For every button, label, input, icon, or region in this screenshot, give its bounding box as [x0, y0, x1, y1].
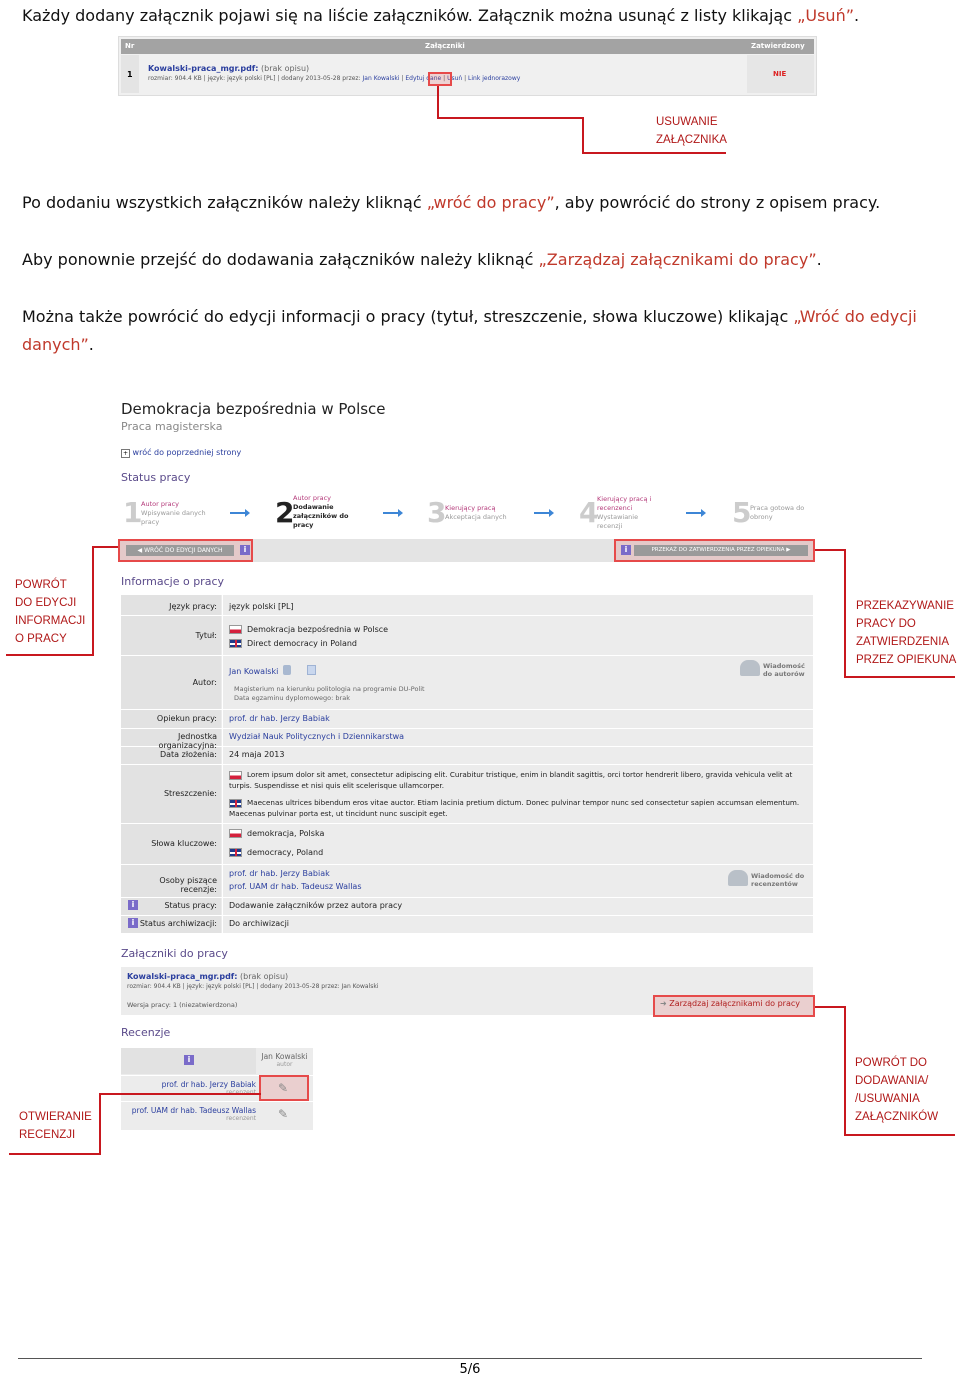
reviewer-2-name[interactable]: prof. UAM dr hab. Tadeusz Wallas — [131, 1106, 256, 1115]
callout-back-edit: POWRÓT DO EDYCJI INFORMACJI O PRACY — [15, 579, 86, 645]
manage-attachments-mention: „Zarządzaj załącznikami do pracy” — [538, 250, 817, 269]
delete-link-mention: „Usuń” — [797, 6, 854, 25]
edit-data-link[interactable]: Edytuj dane — [405, 75, 442, 82]
document-icon[interactable] — [307, 665, 316, 675]
step-1-text: Autor pracy Wpisywanie danych pracy — [141, 500, 206, 526]
attachment-file-link[interactable]: Kowalski-praca_mgr.pdf: — [127, 972, 238, 981]
date-label: Data złożenia: — [159, 750, 217, 759]
supervisor-label: Opiekun pracy: — [156, 714, 217, 723]
archive-label: Status archiwizacji: — [139, 919, 217, 928]
step-3-number: 3 — [427, 496, 447, 529]
thesis-title: Demokracja bezpośrednia w Polsce — [121, 400, 386, 418]
page-number: 5/6 — [459, 1362, 481, 1377]
attachments-table — [118, 36, 817, 96]
lang-value: język polski [PL] — [229, 602, 294, 611]
delete-link[interactable]: Usuń — [447, 75, 463, 82]
step-4-number: 4 — [579, 496, 599, 529]
info-icon[interactable]: i — [621, 545, 631, 555]
step-5-number: 5 — [732, 496, 752, 529]
approved-value: NIE — [773, 70, 787, 78]
callout-open-review: OTWIERANIE RECENZJI — [19, 1111, 92, 1141]
callout-forward: PRZEKAZYWANIE PRACY DO ZATWIERDZENIA PRZEZ OPIEKUNA — [856, 600, 957, 666]
col-attachments: Załączniki — [425, 42, 465, 50]
reviewer-row-2: prof. UAM dr hab. Tadeusz Wallas recenzent — [121, 1106, 256, 1122]
meta-author-link[interactable]: Jan Kowalski — [362, 75, 400, 82]
info-title: Informacje o pracy — [121, 575, 225, 588]
attachment-row: Kowalski-praca_mgr.pdf: (brak opisu) — [127, 972, 289, 981]
col-nr: Nr — [125, 42, 135, 50]
attachments-title: Załączniki do pracy — [121, 947, 228, 960]
intro-paragraph — [22, 2, 938, 30]
author-label: Autor: — [192, 678, 217, 687]
reviewers-label: Osoby piszące recenzje: — [159, 876, 217, 894]
review-edit-icon[interactable]: ✎ — [278, 1107, 289, 1121]
step-4-text: Kierujący pracą i recenzenci Wystawianie recenzji — [597, 495, 652, 530]
callout-back-attachments: POWRÓT DO DODAWANIA/ /USUWANIA ZAŁĄCZNIKÓW — [855, 1057, 939, 1123]
title-label: Tytuł: — [195, 631, 217, 640]
review-edit-icon[interactable]: ✎ — [278, 1081, 289, 1095]
back-to-edit-button[interactable]: ◀ WRÓĆ DO EDYCJI DANYCH — [126, 545, 234, 556]
keywords-pl: demokracja, Polska — [229, 829, 324, 838]
row-number: 1 — [127, 70, 133, 79]
polish-flag-icon — [229, 771, 242, 780]
english-flag-icon — [229, 799, 242, 808]
supervisor-link[interactable]: prof. dr hab. Jerzy Babiak — [229, 714, 330, 723]
archive-value: Do archiwizacji — [229, 919, 290, 928]
message-reviewers[interactable]: Wiadomość do recenzentów — [751, 872, 805, 888]
lang-label: Język pracy: — [169, 602, 217, 611]
back-icon: + — [122, 450, 129, 457]
message-authors[interactable]: Wiadomość do autorów — [763, 662, 805, 678]
manage-attachments-button[interactable]: ➜ Zarządzaj załącznikami do pracy — [660, 999, 801, 1008]
reviews-title: Recenzje — [121, 1026, 171, 1039]
forward-to-supervisor-button[interactable]: PRZEKAŻ DO ZATWIERDZENIA PRZEZ OPIEKUNA ▶ — [634, 545, 808, 556]
arrow-right-icon: ➜ — [660, 999, 667, 1008]
reviewer-2-link[interactable]: prof. UAM dr hab. Tadeusz Wallas — [229, 882, 362, 891]
info-icon[interactable]: i — [184, 1055, 194, 1065]
author-exam-date: Data egzaminu dyplomowego: brak — [234, 694, 350, 702]
step-3-text: Kierujący pracą Akceptacja danych — [445, 504, 507, 521]
step-5-text: Praca gotowa do obrony — [750, 504, 805, 521]
title-pl: Demokracja bezpośrednia w Polsce — [229, 625, 388, 634]
english-flag-icon — [229, 848, 242, 857]
status-title: Status pracy — [121, 471, 191, 484]
thesis-subtitle: Praca magisterska — [121, 420, 223, 433]
attachment-meta: rozmiar: 904.4 KB | język: język polski [PL] | dodany 2013-05-28 przez: Jan Kowalski — [127, 983, 379, 990]
title-en: Direct democracy in Poland — [229, 639, 357, 648]
arrow-icon — [230, 512, 246, 514]
arrow-icon — [383, 512, 399, 514]
polish-flag-icon — [229, 625, 242, 634]
review-author: Jan Kowalski autor — [261, 1052, 308, 1068]
file-meta: rozmiar: 904.4 KB | język: język polski [PL] | dodany 2013-05-28 przez: Jan Kowalski | Edytuj dane | Usuń | Link jednorazowy — [148, 75, 521, 82]
message-icon[interactable] — [740, 660, 760, 676]
abstract-pl: Lorem ipsum dolor sit amet, consectetur adipiscing elit. Curabitur tristique, enim in blandit sagittis, orci tortor hendrerit libero, gravida vehicula velit at turpis. Suspendisse et nisi quis elit scelerisque ullamcorper. — [229, 770, 793, 790]
file-name-link[interactable]: Kowalski-praca_mgr.pdf: — [148, 64, 259, 73]
intro-text: Każdy dodany załącznik pojawi się na liście załączników. Załącznik można usunąć z listy klikając — [22, 6, 798, 25]
arrow-right-icon: ▶ — [786, 547, 791, 553]
footer-rule — [18, 1358, 922, 1359]
info-icon[interactable]: i — [128, 900, 138, 910]
arrow-icon — [686, 512, 702, 514]
file-row — [148, 64, 309, 73]
back-to-thesis-mention: „wróć do pracy” — [426, 193, 555, 212]
back-previous-page[interactable]: + wróć do poprzedniej strony — [122, 448, 242, 457]
arrow-icon — [534, 512, 550, 514]
paragraph-manage-attachments: Aby ponownie przejść do dodawania załączników należy kliknąć „Zarządzaj załącznikami do pracy”. — [22, 250, 822, 269]
info-icon[interactable]: i — [240, 545, 250, 555]
abstract-label: Streszczenie: — [163, 789, 217, 798]
reviewer-1-name[interactable]: prof. dr hab. Jerzy Babiak — [161, 1080, 256, 1089]
status-value: Dodawanie załączników przez autora pracy — [229, 901, 403, 910]
unit-link[interactable]: Wydział Nauk Politycznych i Dziennikarstwa — [229, 732, 405, 741]
person-icon[interactable] — [283, 665, 291, 675]
paragraph-back-to-edit: Można także powrócić do edycji informacji o pracy (tytuł, streszczenie, słowa kluczowe) klikając „Wróć do edycji danych”. — [22, 307, 917, 354]
col-approved: Zatwierdzony — [751, 42, 805, 50]
reviewer-1-link[interactable]: prof. dr hab. Jerzy Babiak — [229, 869, 330, 878]
file-desc: (brak opisu) — [261, 64, 310, 73]
info-icon[interactable]: i — [128, 918, 138, 928]
paragraph-back-to-thesis: Po dodaniu wszystkich załączników należy kliknąć „wróć do pracy”, aby powrócić do strony z opisem pracy. — [22, 193, 881, 212]
abstract-en: Maecenas ultrices bibendum eros vitae auctor. Etiam lacinia pretium dictum. Donec pulvinar tempor nunc sed consectetur sapien accumsan elementum. Maecenas pulvinar porta est, ut tincidunt nunc suscipit eget. — [229, 798, 800, 818]
author-program: Magisterium na kierunku politologia na programie DU-Polit — [234, 685, 425, 693]
one-time-link[interactable]: Link jednorazowy — [468, 75, 521, 82]
english-flag-icon — [229, 639, 242, 648]
step-2-text: Autor pracy Dodawanie załączników do pracy — [293, 494, 349, 529]
delete-highlight — [428, 72, 452, 86]
attachment-version: Wersja pracy: 1 (niezatwierdzona) — [127, 1001, 238, 1009]
intro-end: . — [854, 6, 860, 25]
back-to-edit-mention: „Wróć do edycji danych” — [22, 307, 917, 354]
step-2-number: 2 — [275, 496, 295, 529]
date-value: 24 maja 2013 — [229, 750, 285, 759]
author-name-link[interactable]: Jan Kowalski — [229, 667, 279, 676]
table-header — [121, 39, 814, 54]
arrow-left-icon: ◀ — [137, 547, 143, 554]
keywords-label: Słowa kluczowe: — [151, 839, 217, 848]
callout-delete: USUWANIE ZAŁĄCZNIKA — [656, 116, 727, 146]
polish-flag-icon — [229, 829, 242, 838]
step-1-number: 1 — [123, 496, 143, 529]
keywords-en: democracy, Poland — [229, 848, 323, 857]
unit-label: Jednostka organizacyjna: — [158, 732, 217, 750]
status-label: Status pracy: — [164, 901, 217, 910]
message-icon[interactable] — [728, 870, 748, 886]
